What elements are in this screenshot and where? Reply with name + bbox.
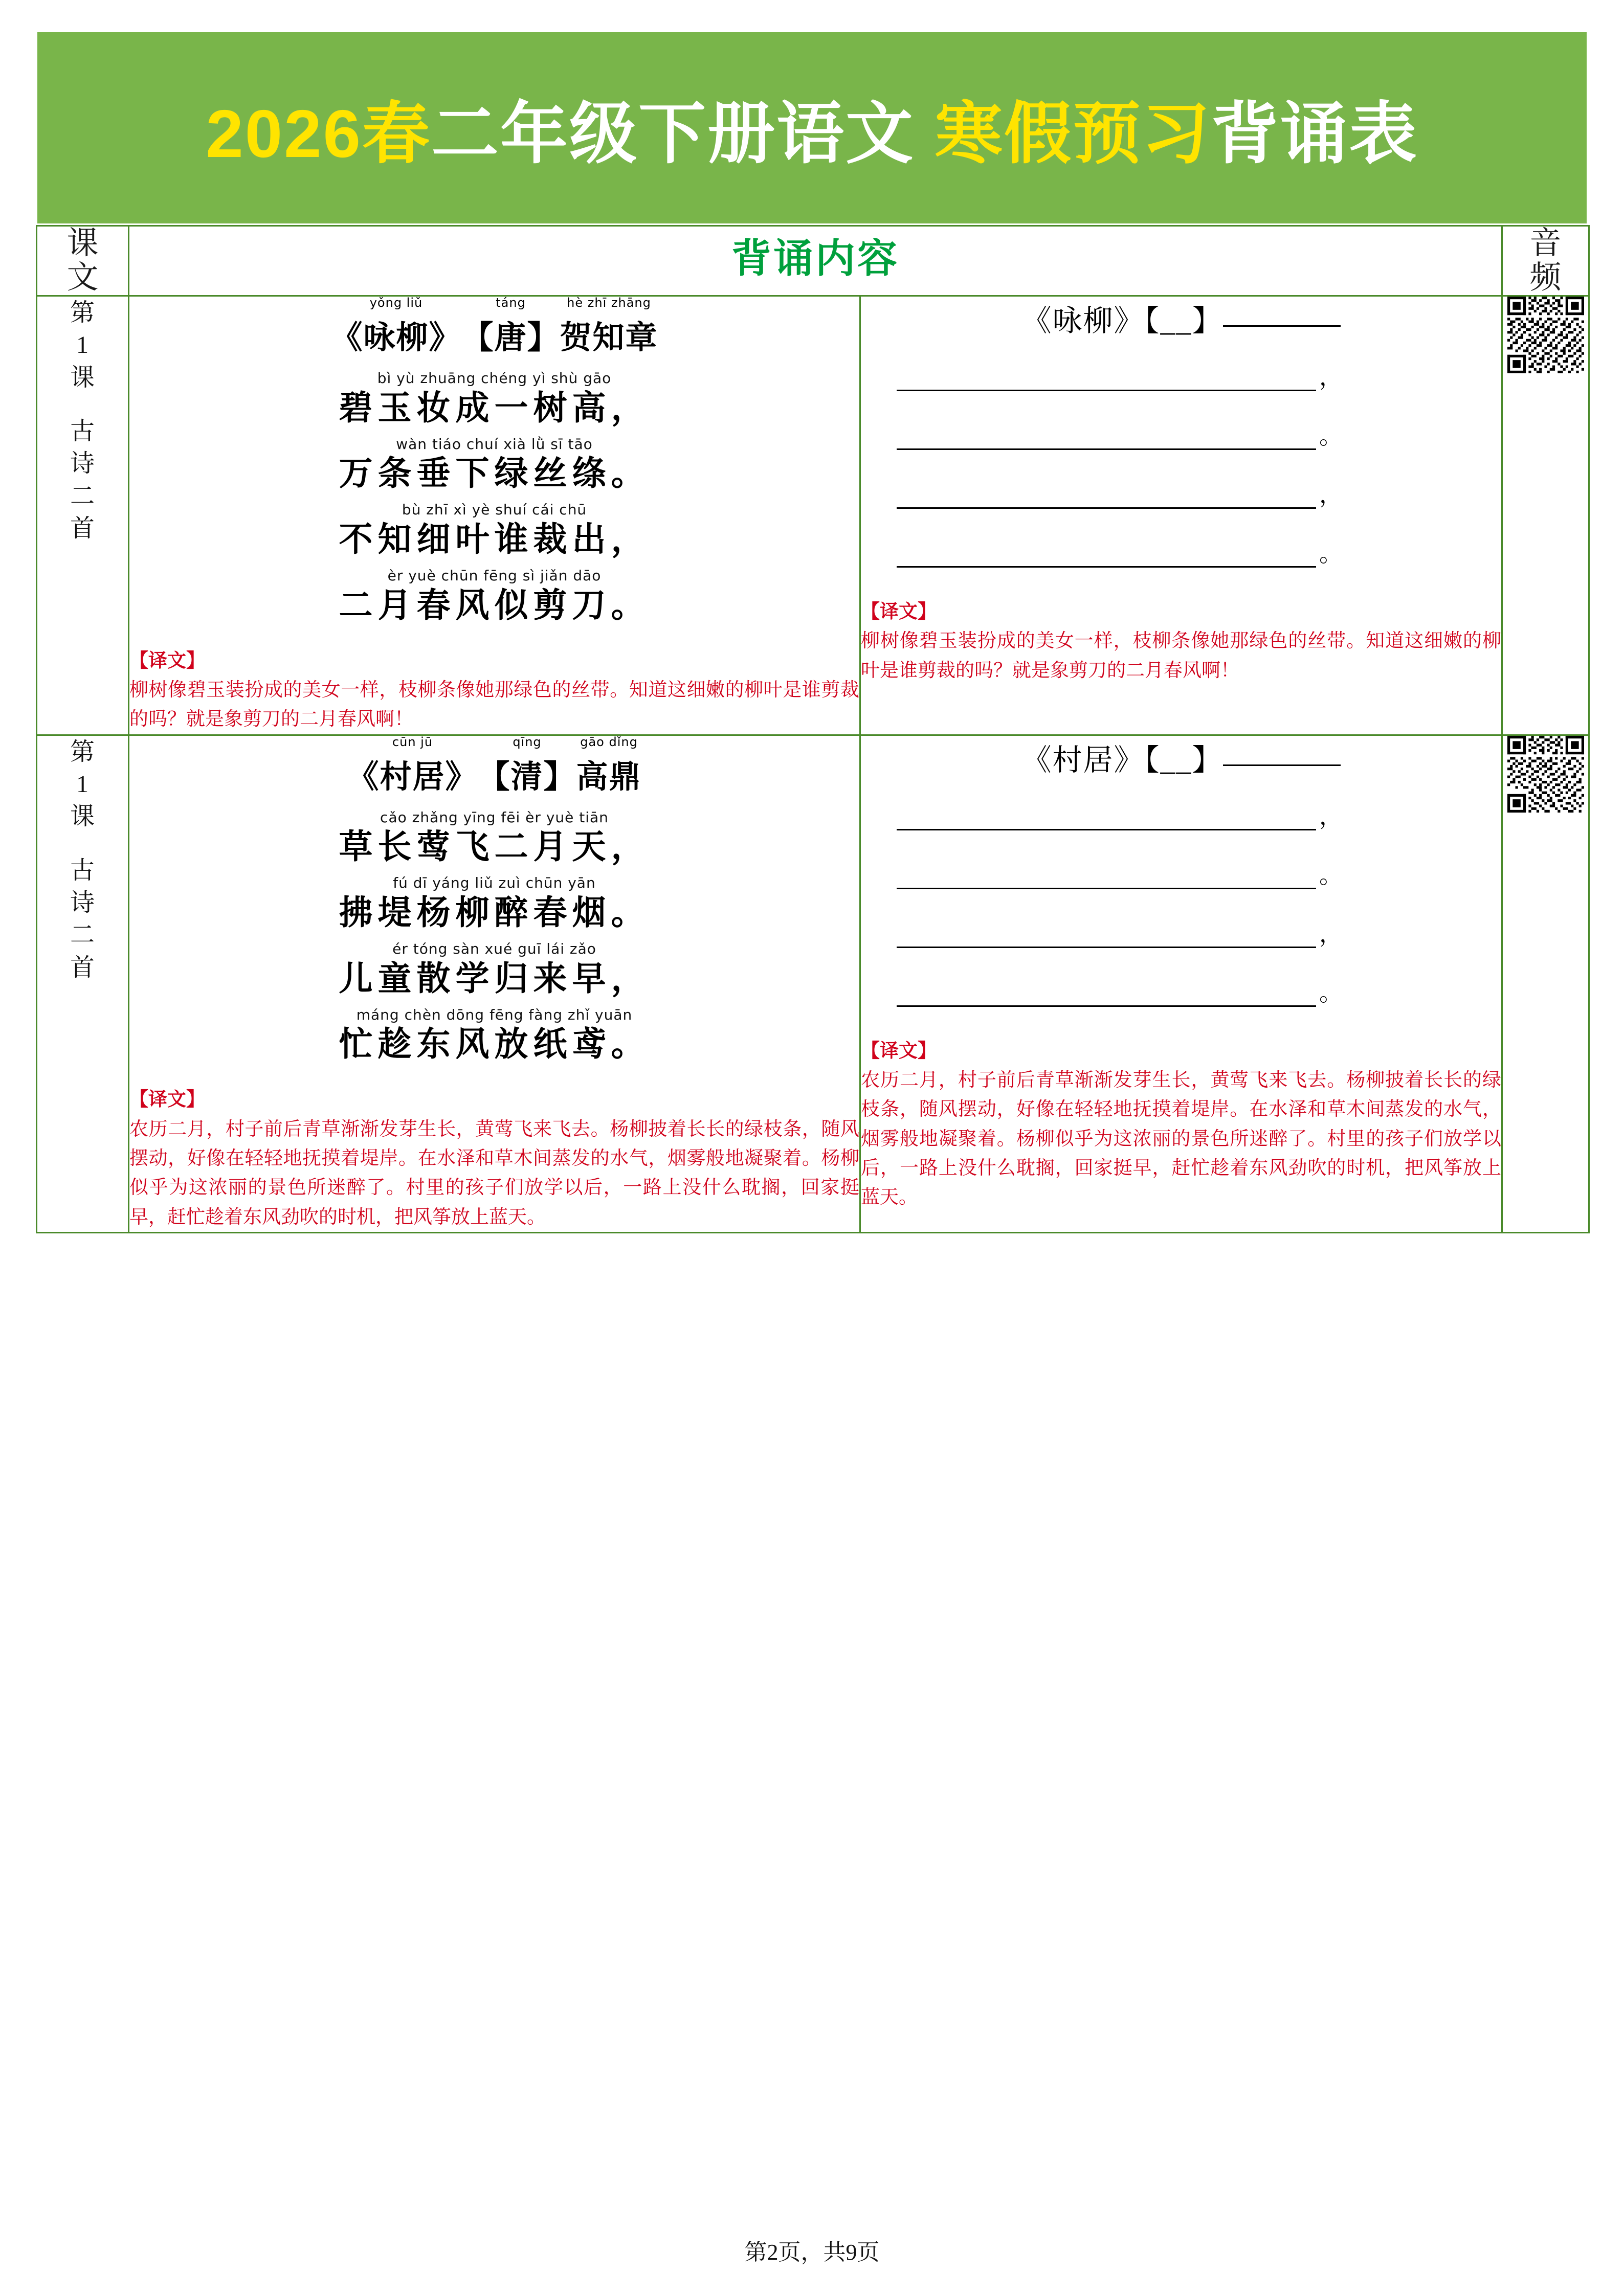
translation-block	[861, 1037, 1501, 1212]
answer-punctuation: ，	[1319, 364, 1343, 390]
answer-write-line[interactable]	[897, 538, 1316, 568]
answer-blank-row[interactable]	[861, 860, 1501, 889]
answer-write-line[interactable]	[897, 801, 1316, 830]
answer-blank-row[interactable]	[861, 978, 1501, 1007]
lesson-cell	[37, 296, 129, 735]
header-lesson	[37, 226, 129, 296]
poem-line-hanzi: 拂堤杨柳醉春烟。	[339, 894, 650, 932]
answer-punctuation: 。	[1319, 862, 1343, 888]
poem-line-hanzi: 不知细叶谁裁出，	[339, 521, 650, 559]
poem-line	[129, 941, 859, 999]
poem-line-hanzi: 万条垂下绿丝绦。	[339, 455, 650, 493]
poem-line	[129, 568, 859, 626]
pinyin-ruby: cūn jū	[392, 734, 433, 749]
poem-line-hanzi: 儿童散学归来早，	[339, 960, 650, 998]
answer-title-text: 《咏柳》【__】	[1021, 304, 1223, 337]
poem-line-pinyin: máng chèn dōng fēng fàng zhǐ yuān	[356, 1006, 633, 1023]
poem-title-part	[478, 736, 576, 797]
translation-label: 【译文】	[129, 650, 205, 671]
poem-line	[129, 502, 859, 560]
table-header-row	[37, 226, 1589, 296]
answer-write-line[interactable]	[897, 978, 1316, 1007]
poem-title-dynasty: 【清】	[478, 759, 576, 795]
poem-line-hanzi: 忙趁东风放纸鸢。	[339, 1026, 650, 1064]
header-audio-label: 音 频	[1529, 226, 1562, 295]
poem-line-pinyin: èr yuè chūn fēng sì jiǎn dāo	[387, 567, 602, 584]
answer-blank-row[interactable]	[861, 919, 1501, 948]
answer-punctuation: ，	[1319, 803, 1343, 829]
poem-line-hanzi: 碧玉妆成一树高，	[339, 389, 650, 427]
answer-punctuation: ，	[1319, 920, 1343, 947]
page-footer: 第2页，共9页	[744, 2240, 880, 2265]
poem-line-pinyin: ér tóng sàn xué guī lái zǎo	[392, 940, 596, 957]
answer-blank-row[interactable]	[861, 362, 1501, 391]
answer-punctuation: 。	[1319, 540, 1343, 567]
answer-cell	[860, 735, 1502, 1232]
poem-line-hanzi: 草长莺飞二月天，	[339, 828, 650, 866]
answer-author-blank[interactable]	[1223, 764, 1341, 766]
table-row	[37, 296, 1589, 735]
translation-text: 柳树像碧玉装扮成的美女一样，枝柳条像她那绿色的丝带。知道这细嫩的柳叶是谁剪裁的吗？就是象剪刀的二月春风啊！	[129, 679, 859, 730]
table-row	[37, 735, 1589, 1232]
poem-line-pinyin: wàn tiáo chuí xià lǜ sī tāo	[396, 435, 593, 453]
poem-title-text: 《咏柳》	[330, 320, 462, 355]
lesson-label: 第 1 课 古 诗 二 首	[70, 738, 95, 981]
poem-line	[129, 371, 859, 429]
answer-blank-row[interactable]	[861, 421, 1501, 450]
poem-title	[129, 736, 859, 797]
answer-title-text: 《村居》【__】	[1021, 743, 1223, 777]
poem-title-text: 《村居》	[347, 759, 478, 795]
poem-line	[129, 875, 859, 933]
qr-code-icon[interactable]	[1507, 297, 1584, 373]
answer-write-line[interactable]	[897, 919, 1316, 948]
page-banner	[36, 31, 1588, 225]
answer-punctuation: 。	[1319, 979, 1343, 1006]
poem-lines	[129, 810, 859, 1065]
answer-punctuation: ，	[1319, 481, 1343, 508]
poem-cell	[129, 296, 860, 735]
pinyin-ruby: yǒng liǔ	[369, 295, 423, 310]
answer-write-line[interactable]	[897, 362, 1316, 391]
translation-text: 农历二月，村子前后青草渐渐发芽生长，黄莺飞来飞去。杨柳披着长长的绿枝条，随风摆动，好像在轻轻地抚摸着堤岸。在水泽和草木间蒸发的水气，烟雾般地凝聚着。杨柳似乎为这浓丽的景色所迷醉了。村里的孩子们放学以后，一路上没什么耽搁，回家挺早，赶忙趁着东风劲吹的时机，把风筝放上蓝天。	[861, 1069, 1502, 1208]
banner-title	[206, 79, 1418, 176]
poem-line	[129, 810, 859, 868]
qr-code-icon[interactable]	[1507, 736, 1584, 813]
poem-title-author: 贺知章	[560, 320, 658, 355]
answer-write-line[interactable]	[897, 860, 1316, 889]
lesson-cell	[37, 735, 129, 1232]
banner-title-part1: 2026春	[206, 96, 431, 171]
answer-write-line[interactable]	[897, 421, 1316, 450]
poem-title-part	[347, 736, 478, 797]
translation-text: 柳树像碧玉装扮成的美女一样，枝柳条像她那绿色的丝带。知道这细嫩的柳叶是谁剪裁的吗？就是象剪刀的二月春风啊！	[861, 631, 1502, 681]
poem-line-pinyin: fú dī yáng liǔ zuì chūn yān	[393, 874, 596, 892]
answer-write-line[interactable]	[897, 480, 1316, 509]
pinyin-ruby: qīng	[513, 734, 542, 749]
banner-title-part2: 二年级下册语文	[431, 96, 935, 171]
header-lesson-label: 课 文	[66, 226, 99, 295]
poem-title-author: 高鼎	[576, 759, 642, 795]
translation-label: 【译文】	[861, 1040, 937, 1062]
audio-cell	[1502, 296, 1589, 735]
answer-blank-row[interactable]	[861, 480, 1501, 509]
poem-title-part	[560, 297, 658, 357]
audio-cell	[1502, 735, 1589, 1232]
pinyin-ruby: hè zhī zhāng	[567, 295, 651, 310]
poem-title-part	[576, 736, 642, 797]
poem-line	[129, 437, 859, 494]
poem-line-pinyin: bì yù zhuāng chéng yì shù gāo	[377, 369, 612, 387]
translation-label: 【译文】	[861, 601, 937, 622]
lesson-label: 第 1 课 古 诗 二 首	[70, 299, 95, 543]
poem-line-pinyin: cǎo zhǎng yīng fēi èr yuè tiān	[380, 808, 609, 826]
poem-cell	[129, 735, 860, 1232]
recitation-table	[36, 225, 1590, 1233]
poem-title-part	[330, 297, 461, 357]
answer-blank-row[interactable]	[861, 538, 1501, 568]
banner-title-part4: 背诵表	[1211, 96, 1418, 171]
poem-title-dynasty: 【唐】	[461, 320, 560, 355]
poem-title-part	[461, 297, 560, 357]
poem-line	[129, 1007, 859, 1065]
translation-block	[129, 646, 859, 734]
answer-blank-row[interactable]	[861, 801, 1501, 830]
pinyin-ruby: táng	[496, 295, 526, 310]
poem-line-pinyin: bù zhī xì yè shuí cái chū	[402, 501, 587, 519]
translation-label: 【译文】	[129, 1089, 205, 1111]
answer-title	[861, 297, 1501, 340]
poem-line-hanzi: 二月春风似剪刀。	[339, 587, 650, 624]
answer-title	[861, 736, 1501, 779]
banner-title-part3: 寒假预习	[935, 96, 1211, 171]
poem-lines	[129, 371, 859, 626]
answer-author-blank[interactable]	[1223, 325, 1341, 327]
answer-punctuation: 。	[1319, 422, 1343, 449]
header-audio	[1502, 226, 1589, 296]
poem-title	[129, 297, 859, 357]
translation-block	[129, 1085, 859, 1232]
answer-cell	[860, 296, 1502, 735]
translation-block	[861, 597, 1501, 685]
pinyin-ruby: gāo dǐng	[580, 734, 638, 749]
header-content-label: 背诵内容	[731, 236, 900, 281]
header-content	[129, 226, 1502, 296]
translation-text: 农历二月，村子前后青草渐渐发芽生长，黄莺飞来飞去。杨柳披着长长的绿枝条，随风摆动，好像在轻轻地抚摸着堤岸。在水泽和草木间蒸发的水气，烟雾般地凝聚着。杨柳似乎为这浓丽的景色所迷醉了。村里的孩子们放学以后，一路上没什么耽搁，回家挺早，赶忙趁着东风劲吹的时机，把风筝放上蓝天。	[129, 1118, 859, 1228]
